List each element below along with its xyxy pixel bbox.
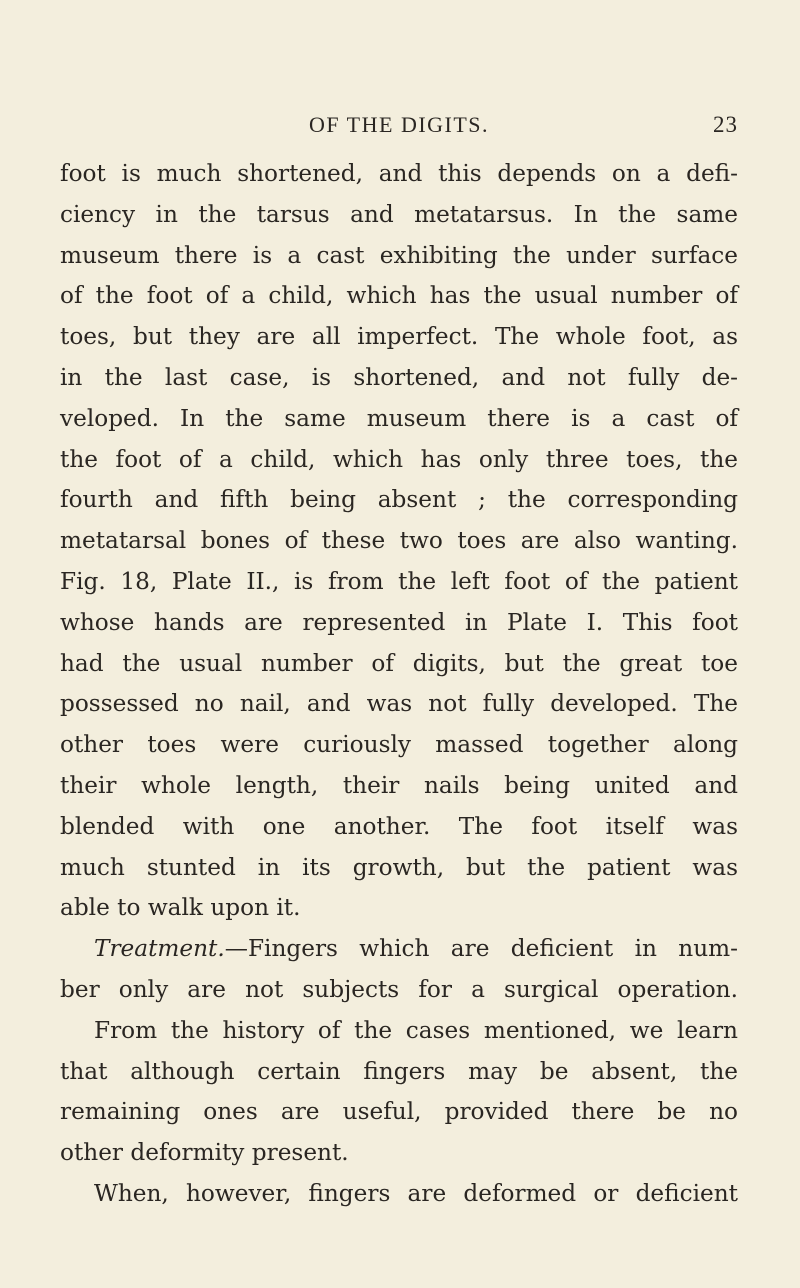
text-line: the foot of a child, which has only three toes, the [60, 445, 738, 473]
text-line: When, however, fingers are deformed or deficient [94, 1179, 738, 1207]
text-line: had the usual number of digits, but the great toe [60, 649, 738, 677]
text-line: other deformity present. [60, 1139, 349, 1167]
running-head [60, 112, 738, 146]
treatment-paragraph-start [60, 929, 738, 970]
text-line: fourth and fifth being absent ; the corresponding [60, 486, 738, 514]
page-number: 23 [713, 112, 738, 137]
text-line: foot is much shortened, and this depends on a defi- [60, 160, 738, 187]
text-line: veloped. In the same museum there is a cast of [60, 404, 738, 432]
text-line: that although certain fingers may be absent, the [60, 1057, 738, 1085]
text-line: their whole length, their nails being united and [60, 771, 738, 799]
running-title: OF THE DIGITS. [308, 112, 490, 137]
text-line: other toes were curiously massed together along [60, 731, 738, 759]
text-line: ber only are not subjects for a surgical operation. [60, 975, 738, 1003]
text-line: museum there is a cast exhibiting the under surface [60, 241, 738, 269]
treatment-heading: Treatment. [94, 935, 225, 963]
text-line: From the history of the cases mentioned, we learn [94, 1016, 738, 1044]
text-line: ciency in the tarsus and metatarsus. In the same [60, 200, 738, 228]
text-line: whose hands are represented in Plate I. This foot [60, 608, 738, 636]
text-line: possessed no nail, and was not fully developed. The [60, 690, 738, 718]
text-line: able to walk upon it. [60, 894, 301, 922]
text-line: Fig. 18, Plate II., is from the left foot of the patient [60, 567, 738, 595]
text-line: in the last case, is shortened, and not fully de- [60, 363, 738, 391]
text-line: metatarsal bones of these two toes are also wanting. [60, 527, 738, 555]
text-line: of the foot of a child, which has the usual number of [60, 282, 738, 310]
body-text [60, 154, 738, 1215]
text-line: toes, but they are all imperfect. The whole foot, as [60, 323, 738, 351]
text-line: much stunted in its growth, but the patient was [60, 853, 738, 881]
text-line: remaining ones are useful, provided there be no [60, 1098, 738, 1126]
text-line: blended with one another. The foot itself was [60, 812, 738, 840]
treatment-line-rest: —Fingers which are deficient in num- [224, 935, 738, 963]
